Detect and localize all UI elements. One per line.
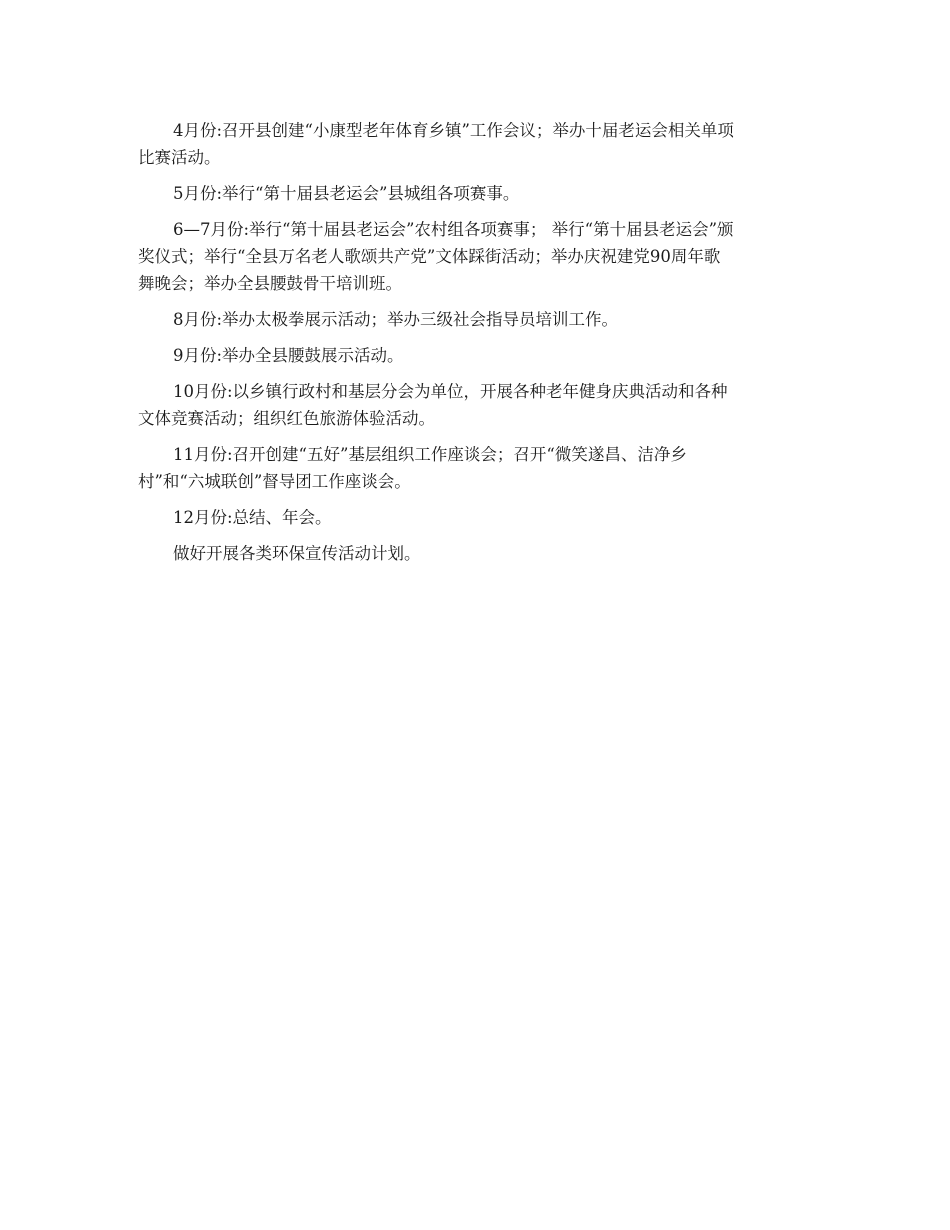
text-line: 10月份:以乡镇行政村和基层分会为单位，开展各种老年健身庆典活动和各种	[173, 382, 728, 401]
paragraph-september	[138, 342, 814, 369]
paragraph-april	[138, 117, 814, 171]
text-line: 文体竞赛活动；组织红色旅游体验活动。	[138, 409, 435, 428]
text-line: 11月份:召开创建“五好”基层组织工作座谈会；召开“微笑遂昌、洁净乡	[173, 445, 687, 464]
text-line: 6—7月份:举行“第十届县老运会”农村组各项赛事； 举行“第十届县老运会”颁	[173, 220, 734, 239]
text-line: 8月份:举办太极拳展示活动；举办三级社会指导员培训工作。	[173, 310, 619, 329]
paragraph-may	[138, 180, 814, 207]
text-line: 5月份:举行“第十届县老运会”县城组各项赛事。	[173, 184, 520, 203]
text-line: 9月份:举办全县腰鼓展示活动。	[173, 346, 404, 365]
paragraph-october	[138, 378, 814, 432]
text-line: 比赛活动。	[138, 148, 221, 167]
document-body	[138, 117, 814, 576]
paragraph-december	[138, 504, 814, 531]
text-line: 12月份:总结、年会。	[173, 508, 332, 527]
text-line: 奖仪式；举行“全县万名老人歌颂共产党”文体踩街活动；举办庆祝建党90周年歌	[138, 247, 721, 266]
paragraph-environmental-plan	[138, 540, 814, 567]
text-line: 村”和“六城联创”督导团工作座谈会。	[138, 472, 411, 491]
text-line: 舞晚会；举办全县腰鼓骨干培训班。	[138, 274, 402, 293]
paragraph-november	[138, 441, 814, 495]
paragraph-august	[138, 306, 814, 333]
paragraph-june-july	[138, 216, 814, 297]
text-line: 做好开展各类环保宣传活动计划。	[173, 544, 421, 563]
text-line: 4月份:召开县创建“小康型老年体育乡镇”工作会议；举办十届老运会相关单项	[173, 121, 734, 140]
